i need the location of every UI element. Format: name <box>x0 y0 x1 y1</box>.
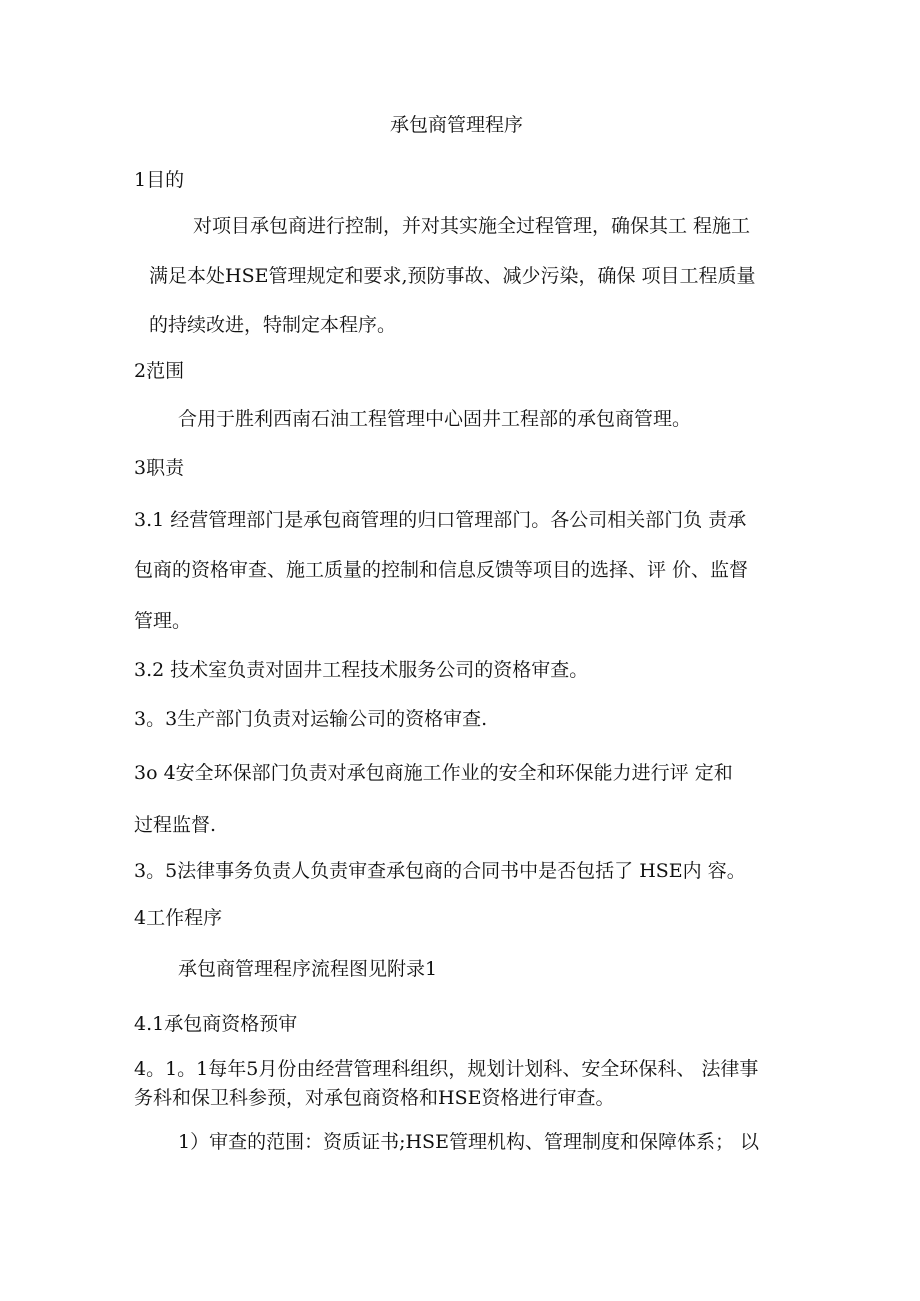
paragraph-line: 管理。 <box>134 610 192 632</box>
paragraph-line: 承包商管理程序流程图见附录1 <box>178 958 438 980</box>
paragraph-line: 过程监督. <box>134 814 217 836</box>
paragraph-line: 3。5法律事务负责人负责审查承包商的合同书中是否包括了 HSE内 容。 <box>134 860 746 882</box>
paragraph-line: 务科和保卫科参预，对承包商资格和HSE资格进行审查。 <box>134 1087 615 1109</box>
paragraph-line: 3。3生产部门负责对运输公司的资格审查. <box>134 708 488 730</box>
list-item: 1）审查的范围：资质证书;HSE管理机构、管理制度和保障体系； 以 <box>178 1131 759 1153</box>
section-heading: 1目的 <box>134 169 185 191</box>
paragraph-line: 3o 4安全环保部门负责对承包商施工作业的安全和环保能力进行评 定和 <box>134 762 733 784</box>
section-heading: 3职责 <box>134 457 185 479</box>
paragraph-line: 的持续改进，特制定本程序。 <box>149 314 397 336</box>
paragraph-line: 3.2 技术室负责对固井工程技术服务公司的资格审查。 <box>134 659 589 681</box>
paragraph-line: 4。1。1每年5月份由经营管理科组织，规划计划科、安全环保科、 法律事 <box>134 1058 759 1080</box>
document-title: 承包商管理程序 <box>390 114 524 136</box>
paragraph-line: 合用于胜利西南石油工程管理中心固井工程部的承包商管理。 <box>178 408 692 430</box>
paragraph-line: 满足本处HSE管理规定和要求,预防事故、减少污染，确保 项目工程质量 <box>149 265 756 287</box>
paragraph-line: 对项目承包商进行控制，并对其实施全过程管理，确保其工 程施工 <box>193 215 751 237</box>
section-heading: 2范围 <box>134 360 185 382</box>
section-heading: 4工作程序 <box>134 907 223 929</box>
paragraph-line: 3.1 经营管理部门是承包商管理的归口管理部门。各公司相关部门负 责承 <box>134 509 747 531</box>
paragraph-line: 包商的资格审查、施工质量的控制和信息反馈等项目的选择、评 价、监督 <box>134 559 749 581</box>
subsection-heading: 4.1承包商资格预审 <box>134 1013 298 1035</box>
